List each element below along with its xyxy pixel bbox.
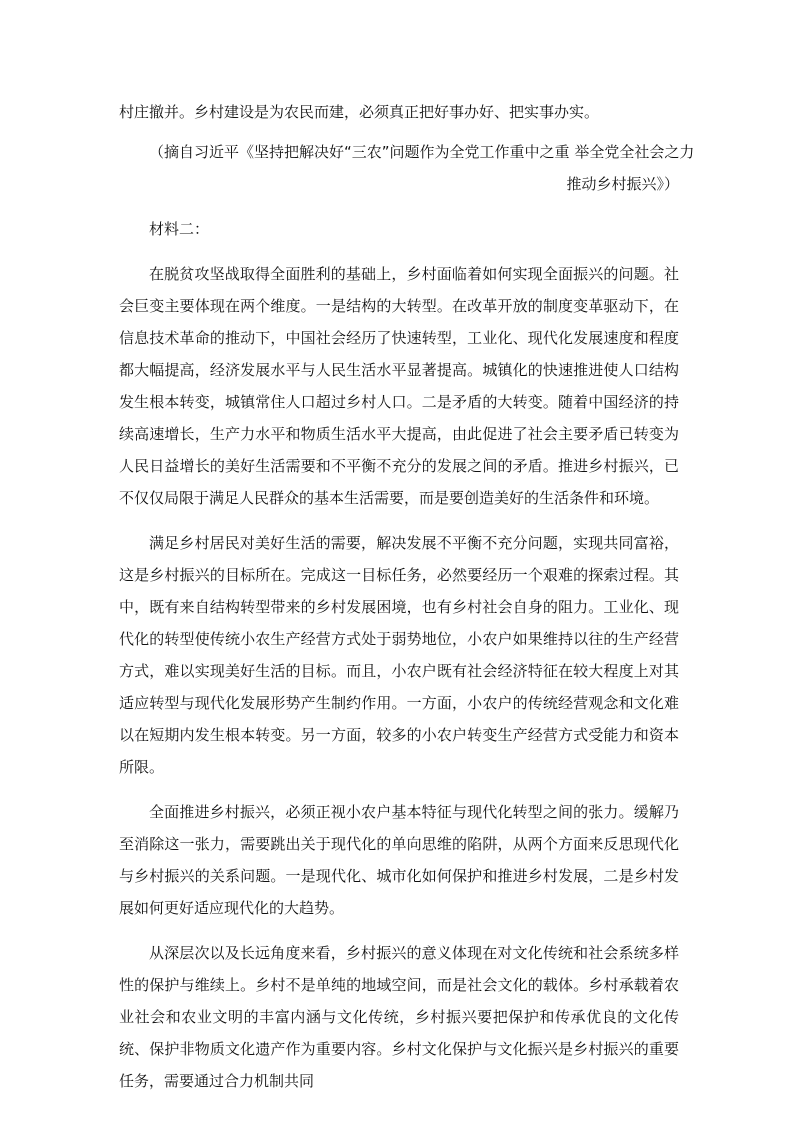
section-heading: 材料二： (149, 220, 210, 238)
source-citation-line-2: 推动乡村振兴》） (566, 175, 679, 193)
paragraph-3: 全面推进乡村振兴，必须正视小农户基本特征与现代化转型之间的张力。缓解乃至消除这一张力，需要跳出关于现代化的单向思维的陷阱，从两个方面来反思现代化与乡村振兴的关系问题。一是现代化、城市化如何保护和推进乡村发展，二是乡村发展如何更好适应现代化的大趋势。 (119, 803, 679, 917)
document-page (119, 96, 695, 1097)
paragraph-2: 满足乡村居民对美好生活的需要，解决发展不平衡不充分问题，实现共同富裕，这是乡村振兴的目标所在。完成这一目标任务，必然要经历一个艰难的探索过程。其中，既有来自结构转型带来的乡村发展困境，也有乡村社会自身的阻力。工业化、现代化的转型使传统小农生产经营方式处于弱势地位，小农户如果维持以往的生产经营方式，难以实现美好生活的目标。而且，小农户既有社会经济特征在较大程度上对其适应转型与现代化发展形势产生制约作用。一方面，小农户的传统经营观念和文化难以在短期内发生根本转变。另一方面，较多的小农户转变生产经营方式受能力和资本所限。 (119, 534, 679, 776)
paragraph-4: 从深层次以及长远角度来看，乡村振兴的意义体现在对文化传统和社会系统多样性的保护与维续上。乡村不是单纯的地域空间，而是社会文化的载体。乡村承载着农业社会和农业文明的丰富内涵与文化传统，乡村振兴要把保护和传承优良的文化传统、保护非物质文化遗产作为重要内容。乡村文化保护与文化振兴是乡村振兴的重要任务，需要通过合力机制共同 (119, 944, 679, 1090)
source-citation-line-1: （摘自习近平《坚持把解决好“三农”问题作为全党工作重中之重 举全党全社会之力 (149, 143, 695, 161)
paragraph-1: 在脱贫攻坚战取得全面胜利的基础上，乡村面临着如何实现全面振兴的问题。社会巨变主要体现在两个维度。一是结构的大转型。在改革开放的制度变革驱动下，在信息技术革命的推动下，中国社会经历了快速转型，工业化、现代化发展速度和程度都大幅提高，经济发展水平与人民生活水平显著提高。城镇化的快速推进使人口结构发生根本转变，城镇常住人口超过乡村人口。二是矛盾的大转变。随着中国经济的持续高速增长，生产力水平和物质生活水平大提高，由此促进了社会主要矛盾已转变为人民日益增长的美好生活需要和不平衡不充分的发展之间的矛盾。推进乡村振兴，已不仅仅局限于满足人民群众的基本生活需要，而是要创造美好的生活条件和环境。 (119, 265, 679, 507)
continuation-line: 村庄撤并。乡村建设是为农民而建，必须真正把好事办好、把实事办实。 (119, 103, 600, 121)
